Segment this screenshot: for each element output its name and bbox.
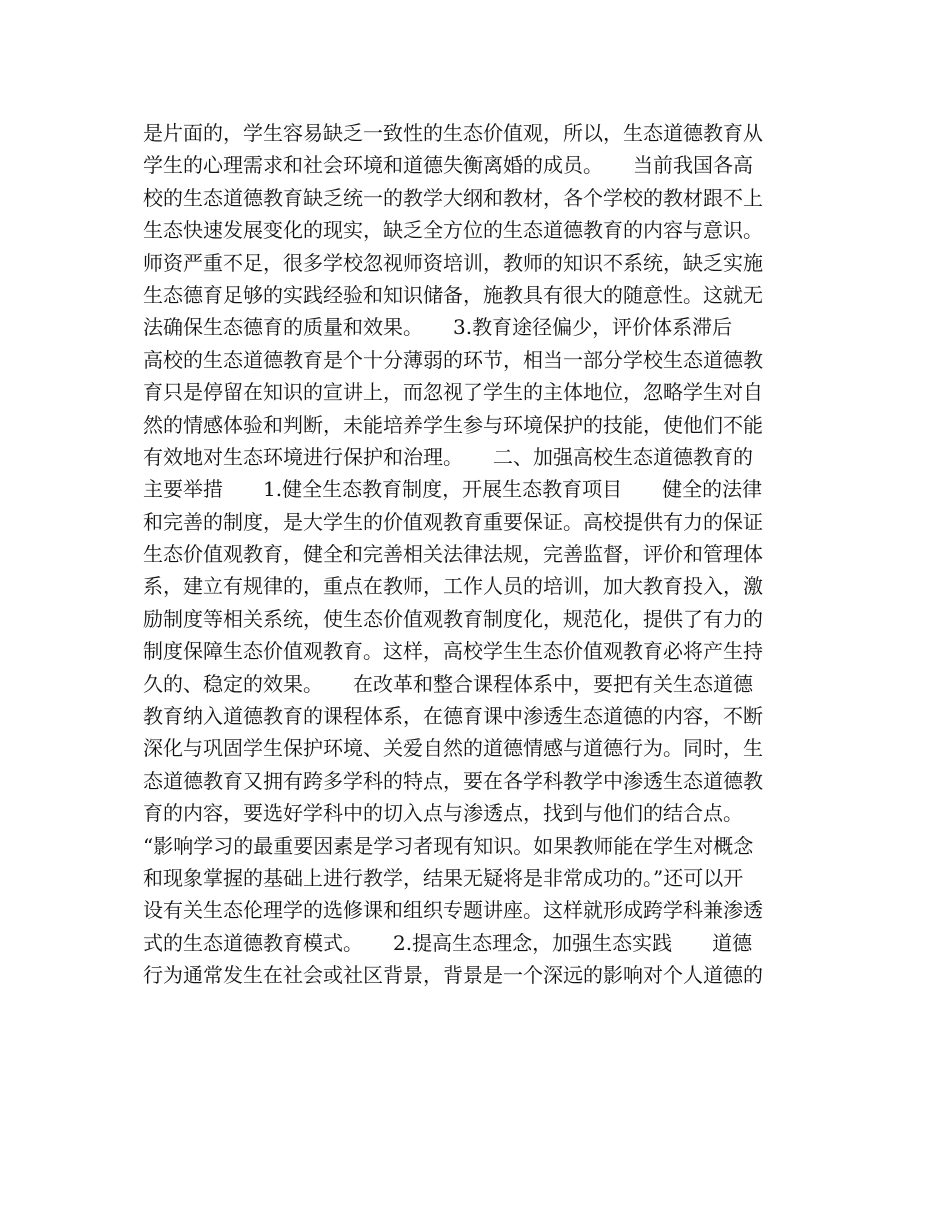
text-line: 是片面的，学生容易缺乏一致性的生态价值观，所以，生态道德教育从	[143, 121, 763, 145]
text-line: 设有关生态伦理学的选修课和组织专题讲座。这样就形成跨学科兼渗透	[143, 898, 763, 923]
text-line: 育只是停留在知识的宣讲上，而忽视了学生的主体地位，忽略学生对自	[143, 380, 763, 405]
text-line: 教育纳入道德教育的课程体系，在德育课中渗透生态道德的内容，不断	[143, 704, 763, 729]
text-line: 和完善的制度，是大学生的价值观教育重要保证。高校提供有力的保证	[143, 509, 763, 534]
text-line: 学生的心理需求和社会环境和道德失衡离婚的成员。 当前我国各高	[143, 153, 753, 178]
text-line: 生态快速发展变化的现实，缺乏全方位的生态道德教育的内容与意识。	[143, 218, 763, 243]
text-line: 然的情感体验和判断，未能培养学生参与环境保护的技能，使他们不能	[143, 412, 763, 437]
body-text	[143, 117, 823, 992]
text-line: 师资严重不足，很多学校忽视师资培训，教师的知识不系统，缺乏实施	[143, 250, 763, 275]
text-line: 主要举措 1.健全生态教育制度，开展生态教育项目 健全的法律	[143, 477, 763, 502]
text-line: 法确保生态德育的质量和效果。 3.教育途径偏少，评价体系滞后	[143, 315, 733, 340]
text-line: 式的生态道德教育模式。 2.提高生态理念，加强生态实践 道德	[143, 930, 753, 955]
text-line: 制度保障生态价值观教育。这样，高校学生生态价值观教育必将产生持	[143, 639, 763, 664]
text-line: 励制度等相关系统，使生态价值观教育制度化，规范化，提供了有力的	[143, 606, 763, 631]
text-line: 系，建立有规律的，重点在教师，工作人员的培训，加大教育投入，激	[143, 574, 763, 599]
text-line: 高校的生态道德教育是个十分薄弱的环节，相当一部分学校生态道德教	[143, 347, 763, 372]
text-line: “影响学习的最重要因素是学习者现有知识。如果教师能在学生对概念	[143, 833, 754, 858]
text-line: 生态德育足够的实践经验和知识储备，施教具有很大的随意性。这就无	[143, 282, 763, 307]
text-line: 育的内容，要选好学科中的切入点与渗透点，找到与他们的结合点。	[143, 801, 743, 826]
text-line: 深化与巩固学生保护环境、关爱自然的道德情感与道德行为。同时，生	[143, 736, 763, 761]
text-line: 校的生态道德教育缺乏统一的教学大纲和教材，各个学校的教材跟不上	[143, 185, 763, 210]
text-line: 有效地对生态环境进行保护和治理。 二、加强高校生态道德教育的	[143, 444, 753, 469]
text-line: 行为通常发生在社会或社区背景，背景是一个深远的影响对个人道德的	[143, 963, 763, 988]
text-line: 久的、稳定的效果。 在改革和整合课程体系中，要把有关生态道德	[143, 671, 753, 696]
text-line: 态道德教育又拥有跨多学科的特点，要在各学科教学中渗透生态道德教	[143, 768, 763, 793]
text-line: 和现象掌握的基础上进行教学，结果无疑将是非常成功的。”还可以开	[143, 865, 744, 890]
text-line: 生态价值观教育，健全和完善相关法律法规，完善监督，评价和管理体	[143, 542, 763, 567]
